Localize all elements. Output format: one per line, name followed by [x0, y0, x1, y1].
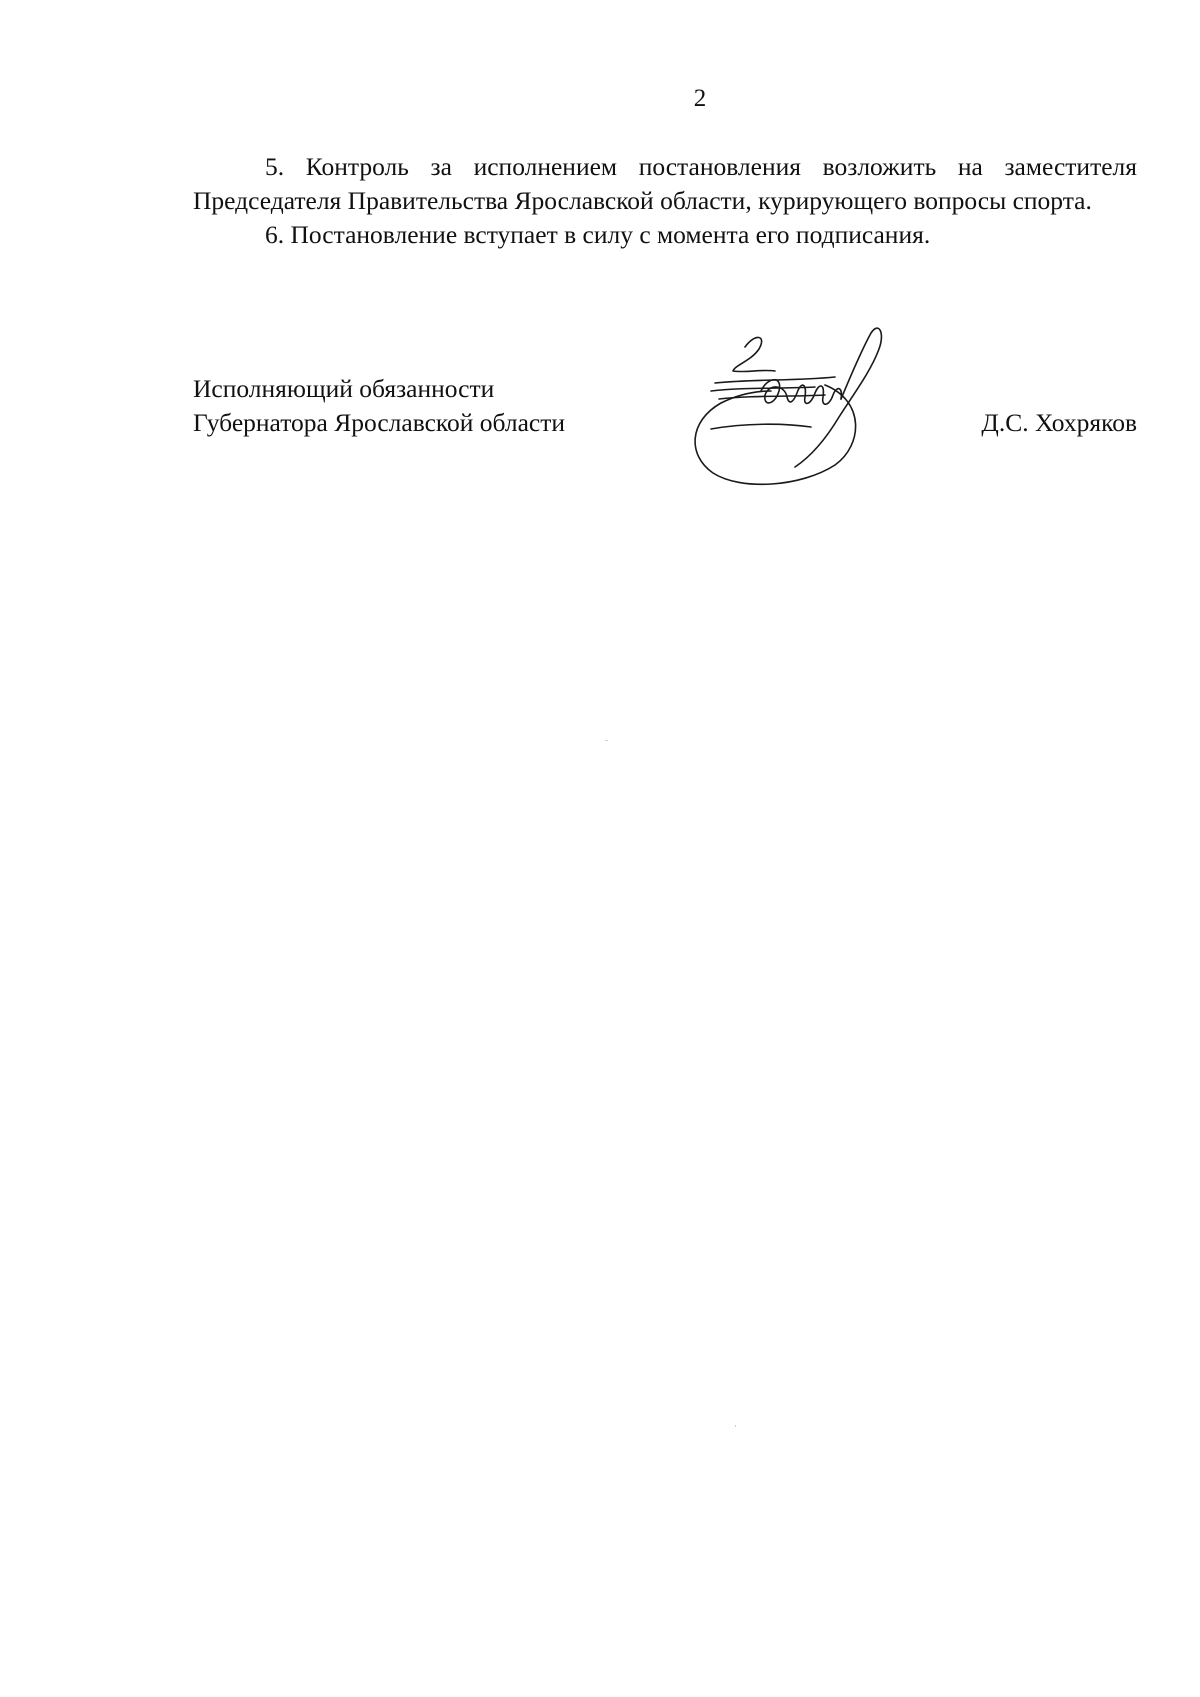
- scan-speck: [735, 1425, 736, 1427]
- signer-position-line-2: Губернатора Ярославской области: [193, 408, 566, 437]
- signer-name: Д.С. Хохряков: [981, 408, 1137, 437]
- page-number: 2: [693, 85, 707, 112]
- paragraph-6: 6. Постановление вступает в силу с момента его подписания.: [265, 220, 931, 249]
- signer-position-line-1: Исполняющий обязанности: [193, 374, 495, 403]
- scan-speck: [605, 740, 608, 741]
- handwritten-signature: [675, 325, 935, 525]
- paragraph-5: 5. Контроль за исполнением постановления возложить на заместителя Председателя Правительства Ярославской области, курирующего вопросы спорта.: [193, 152, 1137, 215]
- signature-block: [193, 372, 1137, 532]
- signer-position: [193, 372, 565, 440]
- document-body: [193, 150, 1137, 252]
